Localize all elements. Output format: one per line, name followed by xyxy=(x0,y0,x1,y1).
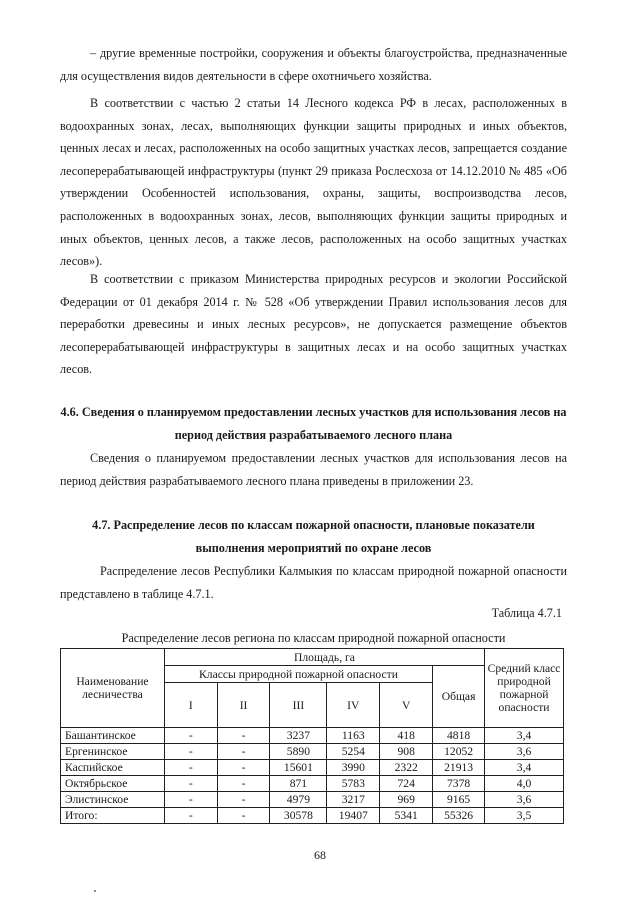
paragraph-land-plots: Сведения о планируемом предоставлении лесных участков для использования лесов на период действия разрабатываемого лесного плана приведены в приложении 23. xyxy=(60,451,567,488)
cell-class-iii: 5890 xyxy=(270,744,327,760)
cell-class-v: 724 xyxy=(380,776,433,792)
cell-class-iii: 15601 xyxy=(270,760,327,776)
cell-class-v: 418 xyxy=(380,728,433,744)
cell-class-i: - xyxy=(164,760,217,776)
header-class-ii: II xyxy=(217,683,270,728)
scan-speck xyxy=(94,890,96,892)
cell-class-iii: 4979 xyxy=(270,792,327,808)
cell-average: 3,5 xyxy=(485,808,564,824)
cell-total: 55326 xyxy=(433,808,485,824)
cell-average: 3,6 xyxy=(485,744,564,760)
header-class-v: V xyxy=(380,683,433,728)
cell-class-i: - xyxy=(164,792,217,808)
header-classes: Классы природной пожарной опасности xyxy=(164,666,432,683)
row-name: Итого: xyxy=(61,808,165,824)
paragraph-ministry-order: В соответствии с приказом Министерства природных ресурсов и экологии Российской Федерации от 01 декабря 2014 г. № 528 «Об утверждении Правил использования лесов для переработки древесины и иных лесных ресурсов», не допускается размещение объектов лесоперерабатывающей инфраструктуры в защитных лесах и на особо защитных участках лесов. xyxy=(60,272,567,377)
cell-average: 3,6 xyxy=(485,792,564,808)
row-name: Ергенинское xyxy=(61,744,165,760)
header-name: Наименование лесничества xyxy=(61,649,165,728)
paragraph-distribution: Распределение лесов Республики Калмыкия по классам природной пожарной опасности представлено в таблице 4.7.1. xyxy=(60,564,567,601)
table-caption: Распределение лесов региона по классам природной пожарной опасности xyxy=(121,631,506,645)
header-class-iii: III xyxy=(270,683,327,728)
cell-total: 7378 xyxy=(433,776,485,792)
header-class-i: I xyxy=(164,683,217,728)
row-name: Каспийское xyxy=(61,760,165,776)
heading-4-6: 4.6. Сведения о планируемом предоставлении лесных участков для использования лесов на период действия разрабатываемого лесного плана xyxy=(60,405,567,442)
cell-class-iii: 3237 xyxy=(270,728,327,744)
cell-class-iii: 30578 xyxy=(270,808,327,824)
row-name: Башантинское xyxy=(61,728,165,744)
page-number: 68 xyxy=(314,848,326,862)
cell-class-v: 908 xyxy=(380,744,433,760)
row-name: Октябрьское xyxy=(61,776,165,792)
header-area: Площадь, га xyxy=(164,649,484,666)
cell-total: 4818 xyxy=(433,728,485,744)
table-row xyxy=(61,744,564,760)
cell-class-ii: - xyxy=(217,792,270,808)
cell-class-iii: 871 xyxy=(270,776,327,792)
header-total: Общая xyxy=(433,666,485,728)
row-name: Элистинское xyxy=(61,792,165,808)
fire-danger-table xyxy=(60,648,564,824)
paragraph-other-structures: – другие временные постройки, сооружения и объекты благоустройства, предназначенные для осуществления видов деятельности в сфере охотничьего хозяйства. xyxy=(60,46,567,83)
header-average-class: Средний класс природной пожарной опасности xyxy=(485,649,564,728)
cell-class-ii: - xyxy=(217,728,270,744)
cell-class-i: - xyxy=(164,744,217,760)
table-label: Таблица 4.7.1 xyxy=(491,606,562,620)
cell-total: 9165 xyxy=(433,792,485,808)
table-row xyxy=(61,760,564,776)
table-row xyxy=(61,776,564,792)
cell-class-i: - xyxy=(164,776,217,792)
heading-4-7: 4.7. Распределение лесов по классам пожарной опасности, плановые показатели выполнения мероприятий по охране лесов xyxy=(92,518,535,555)
cell-average: 3,4 xyxy=(485,760,564,776)
paragraph-forest-code: В соответствии с частью 2 статьи 14 Лесного кодекса РФ в лесах, расположенных в водоохранных зонах, лесах, выполняющих функции защиты природных и иных объектов, ценных лесах и лесах, расположенных на особо защитных участках лесов, запрещается создание лесоперерабатывающей инфраструктуры (пункт 29 приказа Рослесхоза от 14.12.2010 № 485 «Об утверждении Особенностей использования, охраны, защиты, воспроизводства лесов, расположенных в водоохранных зонах, лесов, выполняющих функции защиты природных и иных объектов, ценных лесов, а также лесов, расположенных на особо защитных участках лесов»). xyxy=(60,96,567,269)
cell-class-v: 2322 xyxy=(380,760,433,776)
cell-class-iv: 19407 xyxy=(327,808,380,824)
cell-class-i: - xyxy=(164,808,217,824)
cell-class-ii: - xyxy=(217,760,270,776)
cell-average: 4,0 xyxy=(485,776,564,792)
cell-class-v: 5341 xyxy=(380,808,433,824)
table-row xyxy=(61,792,564,808)
cell-class-iv: 3990 xyxy=(327,760,380,776)
table-row-total xyxy=(61,808,564,824)
cell-class-ii: - xyxy=(217,808,270,824)
cell-class-iv: 5254 xyxy=(327,744,380,760)
cell-class-iv: 3217 xyxy=(327,792,380,808)
cell-class-iv: 5783 xyxy=(327,776,380,792)
cell-total: 12052 xyxy=(433,744,485,760)
table-row xyxy=(61,728,564,744)
cell-average: 3,4 xyxy=(485,728,564,744)
cell-class-iv: 1163 xyxy=(327,728,380,744)
header-class-iv: IV xyxy=(327,683,380,728)
cell-class-i: - xyxy=(164,728,217,744)
cell-class-v: 969 xyxy=(380,792,433,808)
cell-class-ii: - xyxy=(217,776,270,792)
cell-class-ii: - xyxy=(217,744,270,760)
cell-total: 21913 xyxy=(433,760,485,776)
